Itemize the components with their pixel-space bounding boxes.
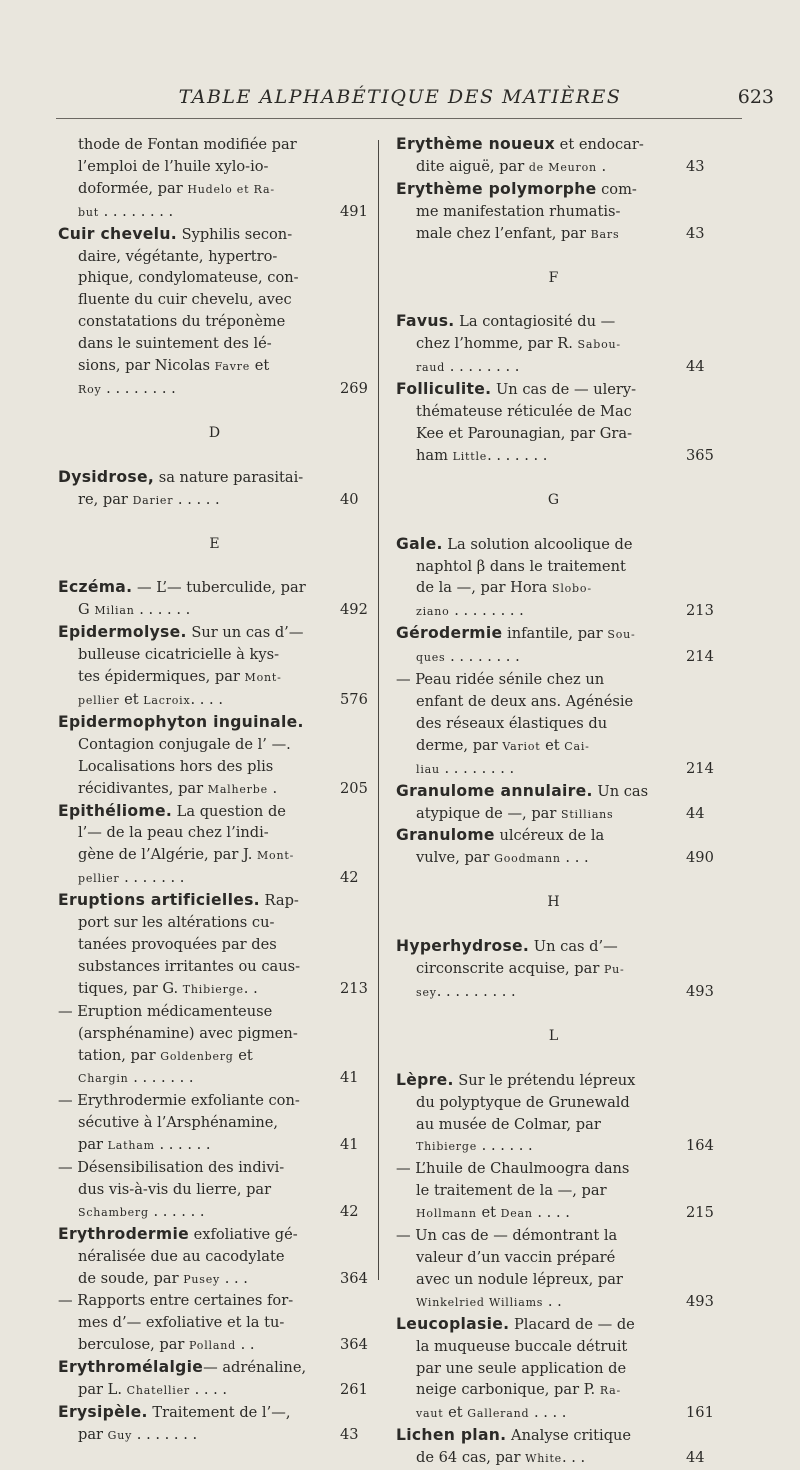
index-entry: Eczéma. — L’— tuberculide, par G Milian . . . . . . 492 (58, 577, 372, 622)
running-head (0, 86, 800, 114)
author-name: Cai- (564, 739, 590, 753)
headword: Gérodermie (396, 624, 503, 643)
page-ref: 364 (340, 1269, 368, 1287)
index-entry: Erythromélalgie— adrénaline, par L. Chatellier . . . . 261 (58, 1357, 372, 1402)
author-name: Hollmann (416, 1207, 477, 1221)
index-entry: Epidermophyton inguinale. Contagion conjugale de l’ —. Localisations hors des plis récidivantes, par Malherbe . 205 (58, 712, 372, 801)
index-entry: Epidermolyse. Sur un cas d’— bulleuse cicatricielle à kys- tes épidermiques, par Mont- pellier et Lacroix. . . . 576 (58, 622, 372, 712)
headword: Leucoplasie. (396, 1314, 510, 1333)
page-ref: 493 (686, 982, 714, 1000)
page-ref: 269 (340, 379, 368, 397)
index-entry: — Un cas de — démontrant la valeur d’un vaccin préparé avec un nodule lépreux, par Winkelried Williams . . 493 (396, 1225, 712, 1314)
page-ref: 44 (686, 1449, 705, 1467)
author-name: Lacroix (143, 694, 191, 707)
headword: Cuir chevelu. (58, 224, 177, 243)
headword: Granulome (396, 826, 495, 845)
author-name: Ra- (599, 1384, 622, 1398)
headword: Erythème noueux (396, 135, 556, 153)
section-letter: E (209, 535, 221, 552)
page-ref: 41 (340, 1069, 359, 1087)
headword: Gale. (396, 534, 443, 553)
author-name: Little (452, 449, 488, 463)
index-entry: Gérodermie infantile, par Sou- ques . . . . . . . . 214 (396, 623, 712, 669)
section-letter: H (547, 894, 561, 911)
author-name: Roy (78, 382, 102, 396)
author-name: Pusey (183, 1272, 221, 1286)
running-title: TABLE ALPHABÉTIQUE DES MATIÈRES (178, 86, 622, 108)
index-entry: Epithéliome. La question de l’— de la peau chez l’indi- gène de l’Algérie, par J. Mont- pellier . . . . . . . 42 (58, 801, 372, 891)
author-name: Thibierge (182, 982, 244, 996)
page-ref: 43 (340, 1425, 359, 1443)
page-ref: 43 (686, 224, 705, 242)
page-ref: 205 (340, 779, 368, 797)
author-name: Malherbe (207, 782, 268, 796)
author-name: Milian (94, 604, 135, 618)
index-entry: — Désensibilisation des indivi- dus vis-à-vis du lierre, par Schamberg . . . . . . 42 (58, 1157, 372, 1224)
page-ref: 44 (686, 358, 705, 376)
headword: Eruptions artificielles. (58, 891, 260, 910)
page-ref: 43 (686, 157, 705, 175)
author-name: Darier (132, 493, 174, 507)
index-entry: — Rapports entre certaines for- mes d’— exfoliative et la tu- berculose, par Polland . . 364 (58, 1290, 372, 1357)
headword: Eczéma. (58, 578, 133, 597)
index-entry: Granulome ulcéreux de la vulve, par Goodmann . . . 490 (396, 825, 712, 870)
page-ref: 164 (686, 1137, 714, 1155)
author-name: pellier (78, 694, 120, 707)
headword: Folliculite. (396, 380, 492, 399)
section-letter: D (208, 424, 222, 441)
author-name: Favre (214, 360, 251, 374)
page-ref: 161 (686, 1404, 714, 1422)
author-name: Bars (590, 227, 620, 241)
author-name: de Meuron (528, 160, 597, 174)
page-ref: 491 (340, 202, 368, 220)
headword: Lèpre. (396, 1070, 454, 1089)
right-column (396, 134, 712, 1470)
author-name: Chatellier (126, 1384, 190, 1398)
author-name: raud (416, 361, 446, 375)
page-ref: 213 (686, 602, 714, 620)
headword: Epidermophyton inguinale. (58, 712, 304, 731)
page-ref: 214 (686, 759, 714, 777)
page-ref: 490 (686, 849, 714, 867)
page-ref: 213 (340, 979, 368, 997)
author-name: Goldenberg (160, 1049, 234, 1063)
page-ref: 576 (340, 691, 368, 708)
author-name: ziano (416, 605, 450, 619)
headword: Epithéliome. (58, 801, 173, 820)
index-entry: — L’huile de Chaulmoogra dans le traitement de la —, par Hollmann et Dean . . . . 215 (396, 1158, 712, 1225)
author-name: Variot (502, 739, 541, 753)
author-name: Winkelried Williams (416, 1295, 544, 1309)
headword: Epidermolyse. (58, 623, 187, 642)
author-name: Gallerand (467, 1407, 530, 1421)
author-name: Hudelo et Ra- (187, 182, 275, 196)
author-name: Slobo- (551, 582, 592, 596)
author-name: Stillians (560, 807, 614, 821)
author-name: Latham (107, 1139, 155, 1153)
header-rule (56, 118, 742, 119)
page-ref: 42 (340, 869, 359, 887)
headword: Lichen plan. (396, 1426, 507, 1445)
author-name: sey (416, 985, 437, 999)
headword: Dysidrose, (58, 467, 155, 486)
index-entry: Folliculite. Un cas de — ulery- thémateuse réticulée de Mac Kee et Parounagian, par Gra- ham Little. . . . . . . 365 (396, 379, 712, 468)
author-name: Chargin (78, 1072, 129, 1086)
author-name: Schamberg (78, 1205, 149, 1219)
author-name: Goodmann (494, 852, 561, 866)
index-entry: Eruptions artificielles. Rap- port sur les altérations cu- tanées provoquées par des substances irritantes ou caus- tiques, par G. Thibierge. . 213 (58, 890, 372, 1001)
page-ref: 40 (340, 490, 359, 508)
section-letter: F (548, 269, 560, 286)
column-divider (378, 140, 379, 1280)
page-ref: 215 (686, 1204, 714, 1222)
index-entry: — Erythrodermie exfoliante con- sécutive à l’Arsphénamine, par Latham . . . . . . 41 (58, 1090, 372, 1157)
author-name: Mont- (256, 849, 295, 863)
author-name: White (525, 1452, 562, 1466)
index-entry: Granulome annulaire. Un cas atypique de —, par Stillians 44 (396, 781, 712, 826)
index-entry: Erythrodermie exfoliative gé- néralisée due au cacodylate de soude, par Pusey . . . 364 (58, 1224, 372, 1291)
page-number: 623 (737, 86, 774, 108)
left-column (58, 134, 372, 1447)
section-letter: L (548, 1027, 560, 1044)
author-name: but (78, 205, 99, 219)
page-ref: 492 (340, 601, 368, 619)
index-entry: Hyperhydrose. Un cas d’— circonscrite acquise, par Pu- sey. . . . . . . . . 493 (396, 936, 712, 1004)
index-entry: Lichen plan. Analyse critique de 64 cas, par White. . . 44 (396, 1425, 712, 1470)
page-ref: 261 (340, 1381, 368, 1399)
author-name: ques (416, 651, 446, 665)
page-ref: 365 (686, 446, 714, 464)
index-entry: Erysipèle. Traitement de l’—, par Guy . . . . . . . 43 (58, 1402, 372, 1447)
author-name: Dean (500, 1207, 533, 1221)
author-name: Sabou- (577, 338, 621, 352)
author-name: Guy (107, 1428, 133, 1442)
index-entry: Cuir chevelu. Syphilis secon- daire, végétante, hypertro- phique, condylomateuse, con- fluente du cuir chevelu, avec constatations du tréponème dans le suintement des lé- sions, par Nicolas Favre et Roy . . . . . . . . 269 (58, 224, 372, 401)
author-name: Sou- (607, 628, 636, 642)
section-letter: G (547, 491, 561, 508)
headword: Erythème polymorphe (396, 179, 597, 198)
index-entry: thode de Fontan modifiée par l’emploi de l’huile xylo-io- doformée, par Hudelo et Ra- but . . . . . . . . 491 (58, 134, 372, 224)
index-entry: Gale. La solution alcoolique de naphtol β dans le traitement de la —, par Hora Slobo- ziano . . . . . . . . 213 (396, 534, 712, 624)
headword: Hyperhydrose. (396, 937, 530, 956)
index-entry: Lèpre. Sur le prétendu lépreux du polyptyque de Grunewald au musée de Colmar, par Thibierge . . . . . . 164 (396, 1070, 712, 1159)
headword: Erythrodermie (58, 1224, 189, 1243)
index-entry: Dysidrose, sa nature parasitai- re, par Darier . . . . . 40 (58, 467, 372, 512)
index-entry: Erythème noueux et endocar- dite aiguë, par de Meuron . 43 (396, 134, 712, 179)
index-entry: — Peau ridée sénile chez un enfant de deux ans. Agénésie des réseaux élastiques du derme, par Variot et Cai- liau . . . . . . . . 214 (396, 669, 712, 781)
index-entry: — Eruption médicamenteuse (arsphénamine) avec pigmen- tation, par Goldenberg et Chargin . . . . . . . 41 (58, 1001, 372, 1091)
author-name: liau (416, 762, 440, 776)
author-name: Polland (189, 1339, 236, 1353)
author-name: vaut (416, 1407, 444, 1421)
headword: Erythromélalgie (58, 1358, 204, 1377)
page-ref: 41 (340, 1136, 359, 1154)
index-entry: Leucoplasie. Placard de — de la muqueuse buccale détruit par une seule application de neige carbonique, par P. Ra- vaut et Gallerand . . . . 161 (396, 1314, 712, 1426)
page-ref: 364 (340, 1336, 368, 1354)
page-ref: 42 (340, 1202, 359, 1220)
author-name: Mont- (244, 671, 282, 685)
author-name: Thibierge (416, 1140, 478, 1154)
index-entry: Favus. La contagiosité du — chez l’homme, par R. Sabou- raud . . . . . . . . 44 (396, 311, 712, 379)
headword: Granulome annulaire. (396, 781, 593, 800)
index-entry: Erythème polymorphe com- me manifestation rhumatis- male chez l’enfant, par Bars 43 (396, 179, 712, 246)
page-ref: 493 (686, 1292, 714, 1310)
headword: Favus. (396, 312, 455, 331)
author-name: pellier (78, 872, 120, 886)
headword: Erysipèle. (58, 1403, 148, 1421)
author-name: Pu- (603, 963, 625, 977)
page-ref: 214 (686, 648, 714, 666)
page-ref: 44 (686, 804, 705, 822)
